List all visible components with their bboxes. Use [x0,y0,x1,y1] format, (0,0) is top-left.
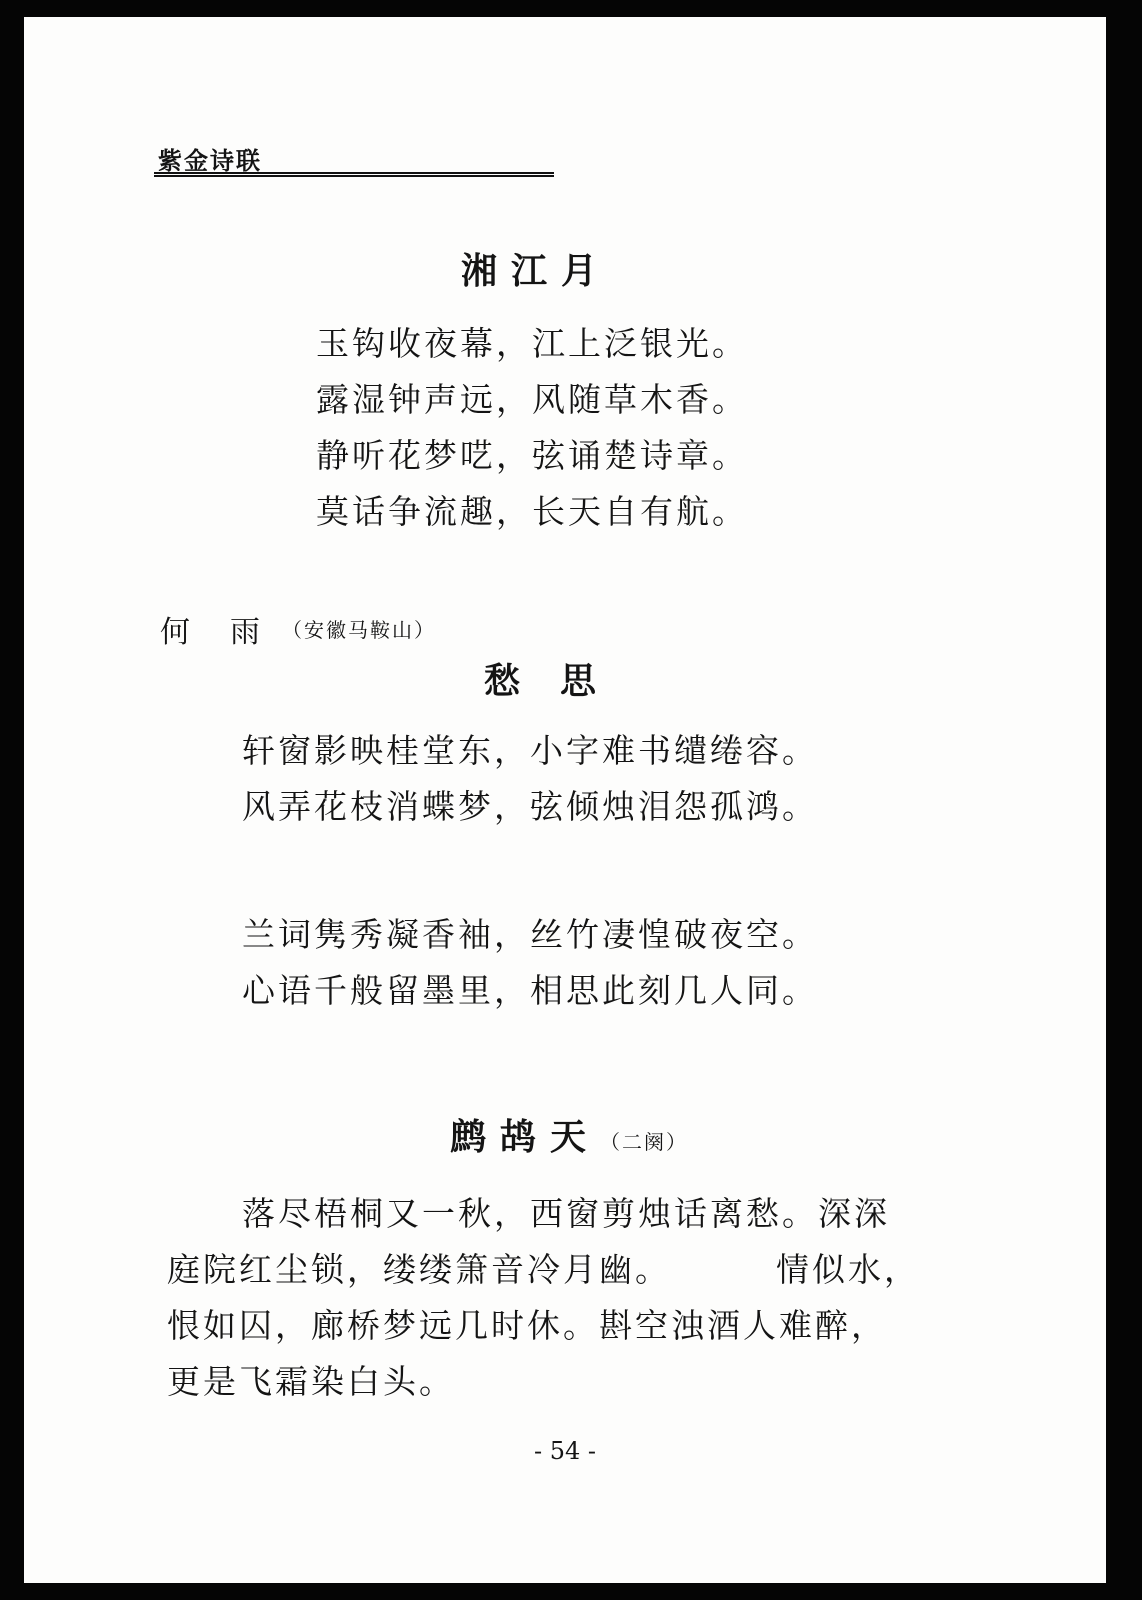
poem3-line-1: 落尽梧桐又一秋，西窗剪烛话离愁。深深 [242,1194,890,1233]
poem-title-chou-si: 愁思 [484,660,637,702]
poem3-title-note: （二阕） [600,1130,689,1154]
poem-title-xiang-jiang-yue: 湘江月 [461,250,612,292]
page-number: - 54 - [533,1437,596,1465]
author-place: （安徽马鞍山） [282,618,436,642]
poem2-line-2: 风弄花枝消蝶梦，弦倾烛泪怨孤鸿。 [242,787,818,826]
poem2-line-4: 心语千般留墨里，相思此刻几人同。 [242,971,818,1010]
poem1-line-2: 露湿钟声远，风随草木香。 [316,380,748,419]
poem2-line-3: 兰词隽秀凝香袖，丝竹凄惶破夜空。 [242,915,818,954]
poem1-line-3: 静听花梦呓，弦诵楚诗章。 [316,436,748,475]
poem3-line-4: 更是飞霜染白头。 [167,1362,455,1401]
poem1-line-1: 玉钩收夜幕，江上泛银光。 [316,324,748,363]
header-rule [154,172,554,177]
running-header-title: 紫金诗联 [158,146,262,175]
author-name: 何雨 [160,615,300,650]
poem3-line-3: 恨如囚，廊桥梦远几时休。斟空浊酒人难醉， [167,1306,887,1345]
book-page [24,17,1106,1583]
poem1-line-4: 莫话争流趣，长天自有航。 [316,492,748,531]
poem3-line-2: 庭院红尘锁，缕缕箫音冷月幽。 [167,1250,671,1289]
poem2-line-1: 轩窗影映桂堂东，小字难书缱绻容。 [242,731,818,770]
poem3-title-text: 鹧鸪天 [450,1116,601,1158]
poem3-line-2b: 情似水， [776,1250,920,1289]
poem-title-zhe-gu-tian [450,1109,688,1160]
